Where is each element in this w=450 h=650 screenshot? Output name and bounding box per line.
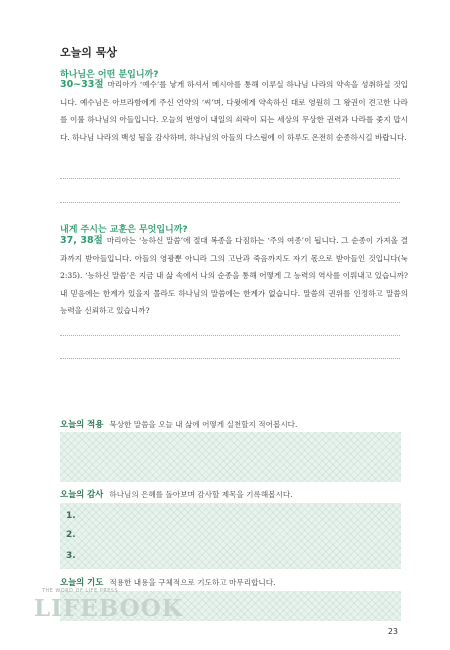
verse-ref-1: 30~33절 — [60, 79, 104, 90]
writing-line — [60, 202, 400, 203]
application-label: 오늘의 적용 — [60, 419, 104, 429]
application-writing-area[interactable] — [60, 432, 401, 482]
logo-tagline: THE WORD OF LIFE PRESS — [42, 589, 119, 594]
prayer-prompt: 적용한 내용을 구체적으로 기도하고 마무리합니다. — [109, 578, 276, 587]
thanks-section — [60, 488, 293, 500]
passage-2-text: 마리아는 ‘능하신 말씀’에 절대 복종을 다짐하는 ‘주의 여종’이 됩니다. 그 순종이 가져올 결과까지 받아들입니다. 아들의 영광뿐 아니라 그의 고난과 죽음까지도 자기 몫으로 받아들인 것입니다(눅 2:35). ‘능하신 말씀’은 지금 내 삶 속에서 나의 순종을 통해 어떻게 그 능력의 역사를 이뤄내고 있습니까? 내 믿음에는 한계가 있을지 몰라도 하나님의 말씀에는 한계가 없습니다. 말씀의 권위를 인정하고 말씀의 능력을 신뢰하고 있습니까? — [60, 236, 408, 315]
thanks-label: 오늘의 감사 — [60, 489, 104, 499]
application-prompt: 묵상한 말씀을 오늘 내 삶에 어떻게 실천할지 적어봅시다. — [109, 420, 298, 429]
section-title: 오늘의 묵상 — [60, 46, 117, 59]
writing-line — [60, 358, 400, 359]
thanks-item-2: 2. — [66, 530, 76, 540]
thanks-item-3: 3. — [66, 551, 76, 561]
question-1: 하나님은 어떤 분입니까? — [60, 70, 159, 80]
logo-wordmark: LIFEBOOK — [34, 595, 183, 622]
verse-ref-2: 37, 38절 — [60, 235, 103, 246]
application-section — [60, 418, 297, 430]
passage-1 — [60, 76, 408, 146]
thanks-item-1: 1. — [66, 511, 76, 521]
lifebook-logo — [34, 589, 183, 631]
thanks-prompt: 하나님의 은혜를 돌아보며 감사할 제목을 기록해봅시다. — [109, 490, 293, 499]
passage-2 — [60, 232, 408, 320]
passage-1-text: 마리아가 ‘예수’를 낳게 하셔서 메시아를 통해 이루실 하나님 나라의 약속을 성취하실 것입니다. 예수님은 아브라함에게 주신 언약의 ‘씨’며, 다윗에게 약속하신 대로 영원히 그 왕권이 견고한 나라를 이룰 하나님의 아들입니다. 오늘의 번영이 내일의 쇠락이 되는 세상의 무상한 권력과 나라를 좇지 맙시다. 하나님 나라의 백성 됨을 감사하며, 하나님의 아들의 다스림에 이 하루도 온전히 순종하시길 바랍니다. — [60, 80, 408, 142]
prayer-section — [60, 576, 276, 588]
writing-line — [60, 335, 400, 336]
page-number: 23 — [387, 627, 398, 636]
prayer-label: 오늘의 기도 — [60, 577, 104, 587]
thanks-writing-area[interactable] — [60, 503, 401, 569]
question-2: 내게 주시는 교훈은 무엇입니까? — [60, 225, 188, 235]
writing-line — [60, 178, 400, 179]
